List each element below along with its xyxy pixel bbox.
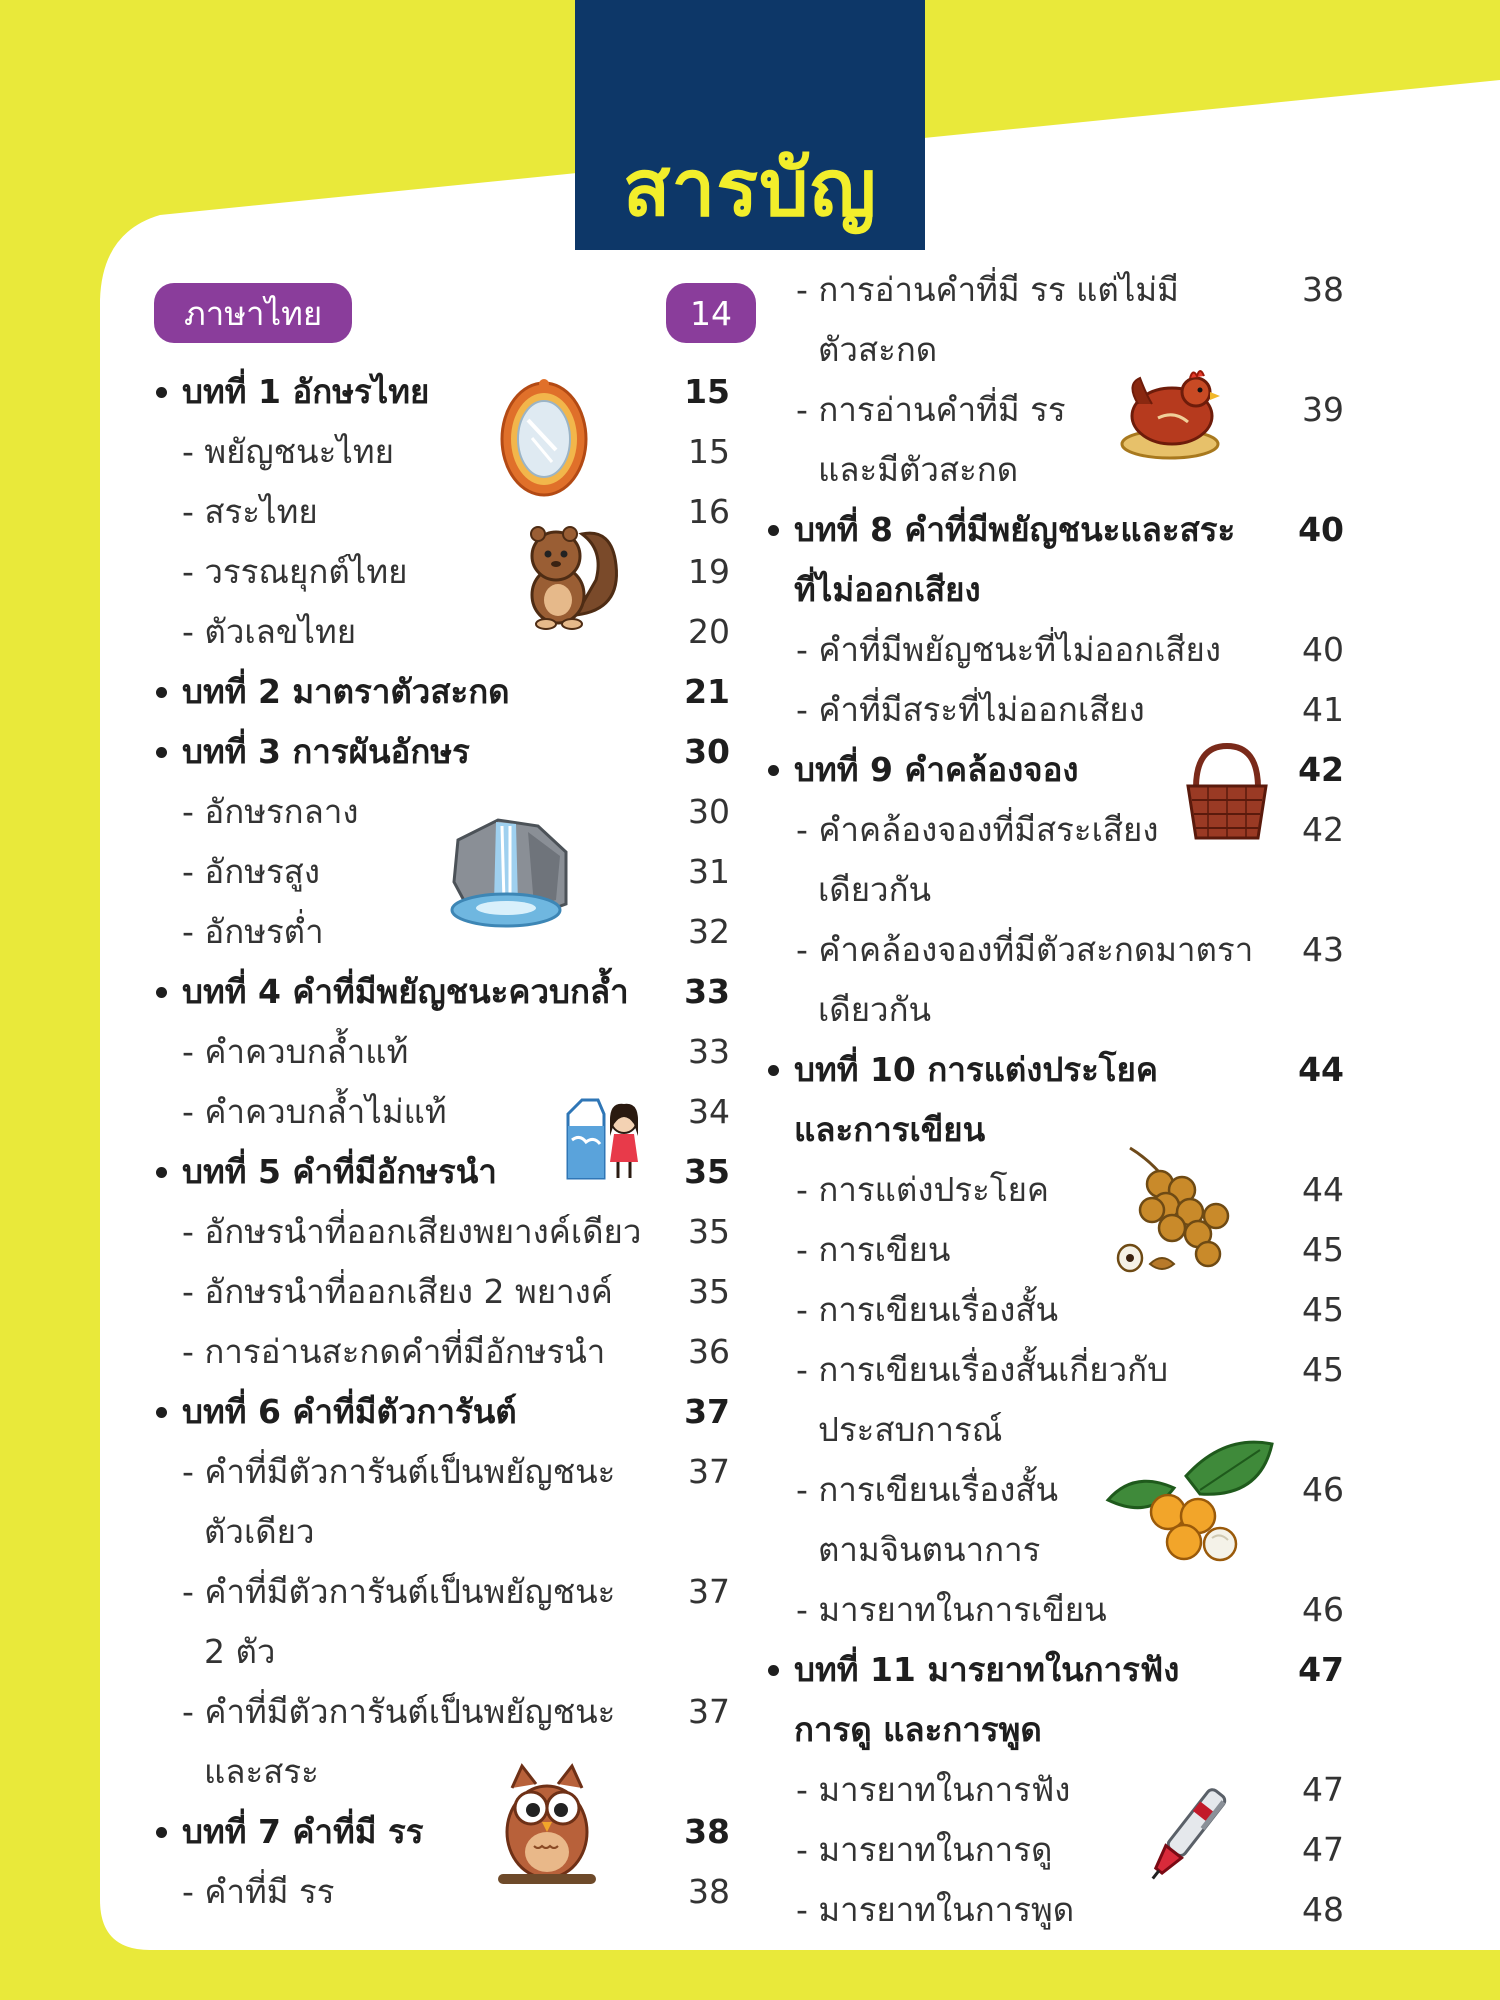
toc-entry-label: - มารยาทในการดู (796, 1820, 1052, 1880)
toc-page-number: 21 (684, 672, 730, 711)
toc-entry-label: และมีตัวสะกด (818, 450, 1019, 489)
toc-page-number: 38 (1302, 270, 1344, 309)
toc-page-number: 41 (1302, 690, 1344, 729)
toc-entry-label: ตัวเดียว (204, 1512, 315, 1551)
toc-entry-label: บทที่ 11 มารยาทในการฟัง (764, 1640, 1179, 1700)
toc-page-number: 32 (688, 912, 730, 951)
toc-entry-label: - พยัญชนะไทย (182, 422, 394, 482)
toc-entry-label: - คำที่มีตัวการันต์เป็นพยัญชนะ (182, 1562, 615, 1622)
toc-page-number: 15 (688, 432, 730, 471)
toc-page-number: 37 (688, 1452, 730, 1491)
toc-entry-label: - คำที่มีสระที่ไม่ออกเสียง (796, 680, 1145, 740)
toc-page-number: 30 (684, 732, 730, 771)
toc-page-number: 33 (684, 972, 730, 1011)
toc-entry-label: 2 ตัว (204, 1632, 276, 1671)
owl-icon (498, 1760, 596, 1888)
toc-entry-label: - มารยาทในการพูด (796, 1880, 1074, 1940)
toc-page-number: 38 (688, 1872, 730, 1911)
page-title: สารบัญ (622, 144, 878, 234)
toc-entry-label: - การเขียน (796, 1220, 950, 1280)
toc-entry-label: ตัวสะกด (818, 330, 938, 369)
toc-entry-label: และการเขียน (794, 1110, 986, 1149)
toc-entry-label: - คำที่มีพยัญชนะที่ไม่ออกเสียง (796, 620, 1221, 680)
toc-entry-label: - การแต่งประโยค (796, 1160, 1049, 1220)
toc-entry-label: บทที่ 7 คำที่มี รร (152, 1802, 423, 1862)
toc-entry-label: - การอ่านคำที่มี รร แต่ไม่มี (796, 260, 1179, 320)
toc-page-number: 35 (688, 1272, 730, 1311)
subject-page-number: 14 (666, 283, 756, 343)
toc-entry-label: - อักษรนำที่ออกเสียง 2 พยางค์ (182, 1262, 613, 1322)
milk-and-girl-icon (564, 1096, 644, 1182)
toc-entry-label: - มารยาทในการฟัง (796, 1760, 1070, 1820)
title-block (575, 0, 925, 250)
toc-entry-label: ประสบการณ์ (818, 1410, 1003, 1449)
toc-entry-label: - การเขียนเรื่องสั้น (796, 1280, 1058, 1340)
toc-page-number: 20 (688, 612, 730, 651)
toc-entry-label: - คำควบกล้ำไม่แท้ (182, 1082, 447, 1142)
toc-entry-label: - คำที่มี รร (182, 1862, 334, 1922)
toc-page-number: 35 (688, 1212, 730, 1251)
toc-entry-label: บทที่ 2 มาตราตัวสะกด (152, 662, 510, 722)
toc-entry-label: - การอ่านคำที่มี รร (796, 380, 1066, 440)
toc-page-number: 38 (684, 1812, 730, 1851)
hen-icon (1118, 364, 1224, 460)
toc-entry-label: - ตัวเลขไทย (182, 602, 356, 662)
toc-entry-label: - อักษรนำที่ออกเสียงพยางค์เดียว (182, 1202, 641, 1262)
toc-page-number: 44 (1298, 1050, 1344, 1089)
toc-page-number: 48 (1302, 1890, 1344, 1929)
toc-entry-label: บทที่ 9 คำคล้องจอง (764, 740, 1079, 800)
toc-page-number: 45 (1302, 1350, 1344, 1389)
longan-icon (1110, 1140, 1236, 1276)
toc-entry-label: เดียวกัน (818, 990, 932, 1029)
toc-entry-label: - สระไทย (182, 482, 318, 542)
toc-entry-label: และสระ (204, 1752, 319, 1791)
toc-page-number: 36 (688, 1332, 730, 1371)
toc-entry-label: - คำคล้องจองที่มีตัวสะกดมาตรา (796, 920, 1253, 980)
waterfall-icon (448, 812, 572, 932)
toc-page-number: 35 (684, 1152, 730, 1191)
toc-page-number: 40 (1298, 510, 1344, 549)
toc-page-number: 15 (684, 372, 730, 411)
toc-page-number: 31 (688, 852, 730, 891)
toc-page-number: 19 (688, 552, 730, 591)
toc-entry-label: - วรรณยุกต์ไทย (182, 542, 407, 602)
toc-page-number: 46 (1302, 1470, 1344, 1509)
toc-page-number: 45 (1302, 1290, 1344, 1329)
toc-entry-label: บทที่ 5 คำที่มีอักษรนำ (152, 1142, 497, 1202)
toc-page-number: 47 (1298, 1650, 1344, 1689)
toc-entry-label: การดู และการพูด (794, 1710, 1042, 1749)
toc-entry-label: บทที่ 10 การแต่งประโยค (764, 1040, 1158, 1100)
toc-entry-label: - มารยาทในการเขียน (796, 1580, 1107, 1640)
toc-page-number: 34 (688, 1092, 730, 1131)
toc-entry-label: - อักษรสูง (182, 842, 320, 902)
toc-page-number: 40 (1302, 630, 1344, 669)
toc-page-number: 37 (688, 1572, 730, 1611)
toc-entry-label: - การอ่านสะกดคำที่มีอักษรนำ (182, 1322, 605, 1382)
toc-entry-label: ตามจินตนาการ (818, 1530, 1041, 1569)
toc-entry-label: บทที่ 6 คำที่มีตัวการันต์ (152, 1382, 517, 1442)
toc-entry-label: ที่ไม่ออกเสียง (794, 570, 981, 609)
toc-entry-label: เดียวกัน (818, 870, 932, 909)
toc-page-number: 33 (688, 1032, 730, 1071)
toc-entry-label: บทที่ 4 คำที่มีพยัญชนะควบกล้ำ (152, 962, 629, 1022)
langsat-icon (1104, 1440, 1274, 1568)
subject-label: ภาษาไทย (154, 283, 352, 343)
toc-page-number: 39 (1302, 390, 1344, 429)
toc-page-number: 16 (688, 492, 730, 531)
toc-page-number: 42 (1302, 810, 1344, 849)
toc-page-number: 37 (688, 1692, 730, 1731)
pen-icon (1140, 1780, 1232, 1892)
toc-entry-label: บทที่ 3 การผันอักษร (152, 722, 470, 782)
squirrel-icon (516, 520, 622, 632)
toc-entry-label: - คำคล้องจองที่มีสระเสียง (796, 800, 1158, 860)
toc-page-number: 37 (684, 1392, 730, 1431)
mirror-icon (498, 378, 590, 500)
toc-entry-label: - คำที่มีตัวการันต์เป็นพยัญชนะ (182, 1682, 615, 1742)
toc-page-number: 46 (1302, 1590, 1344, 1629)
toc-page-number: 42 (1298, 750, 1344, 789)
toc-page-number: 47 (1302, 1770, 1344, 1809)
toc-page-number: 43 (1302, 930, 1344, 969)
toc-page-number: 45 (1302, 1230, 1344, 1269)
toc-entry-label: - การเขียนเรื่องสั้นเกี่ยวกับ (796, 1340, 1168, 1400)
toc-entry-label: - คำควบกล้ำแท้ (182, 1022, 408, 1082)
toc-page-number: 47 (1302, 1830, 1344, 1869)
toc-entry-label: - อักษรต่ำ (182, 902, 324, 962)
toc-entry-label: บทที่ 8 คำที่มีพยัญชนะและสระ (764, 500, 1235, 560)
toc-page-number: 44 (1302, 1170, 1344, 1209)
toc-entry-label: บทที่ 1 อักษรไทย (152, 362, 429, 422)
toc-entry-label: - อักษรกลาง (182, 782, 359, 842)
basket-icon (1184, 742, 1270, 842)
toc-entry-label: - การเขียนเรื่องสั้น (796, 1460, 1058, 1520)
toc-entry-label: - คำที่มีตัวการันต์เป็นพยัญชนะ (182, 1442, 615, 1502)
toc-page-number: 30 (688, 792, 730, 831)
